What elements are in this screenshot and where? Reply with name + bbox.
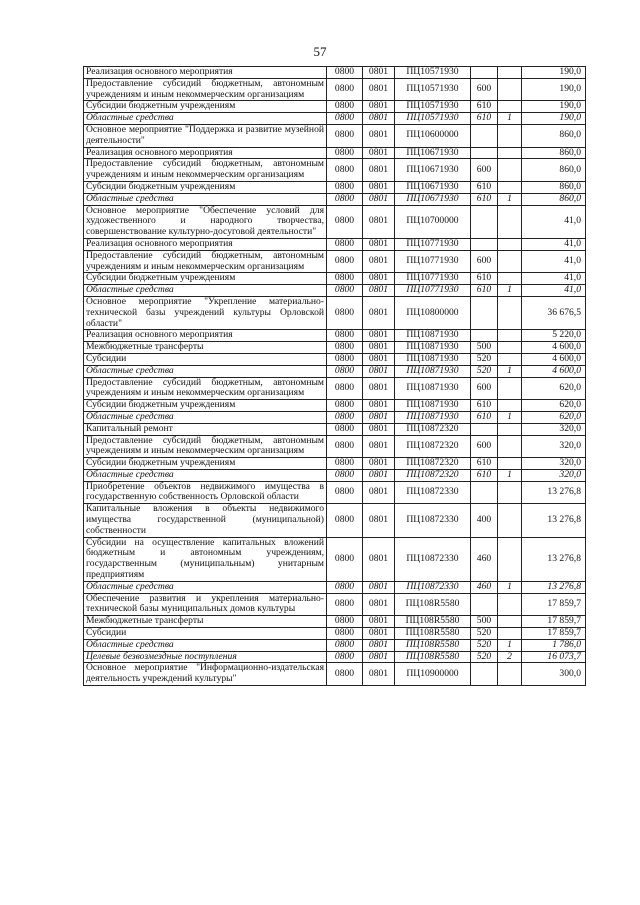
row-source-code xyxy=(498,616,522,628)
row-source-code xyxy=(498,663,522,686)
row-expense-type: 610 xyxy=(471,285,498,297)
row-target-article: ПЦ10600000 xyxy=(395,124,471,147)
row-section-code: 0800 xyxy=(327,101,363,113)
row-name: Межбюджетные трансферты xyxy=(84,342,327,354)
row-name: Капитальные вложения в объекты недвижимого имущества государственной (муниципальной) собственности xyxy=(84,504,327,537)
row-source-code xyxy=(498,593,522,616)
row-name: Основное мероприятие "Информационно-издательская деятельность учреждений культуры" xyxy=(84,663,327,686)
row-name: Предоставление субсидий бюджетным, автономным учреждениям и иным некоммерческим организациям xyxy=(84,78,327,101)
table-row xyxy=(84,124,586,147)
table-row xyxy=(84,342,586,354)
row-name: Областные средства xyxy=(84,581,327,593)
table-row xyxy=(84,411,586,423)
row-subsection-code: 0801 xyxy=(363,411,395,423)
row-source-code xyxy=(498,330,522,342)
row-name: Реализация основного мероприятия xyxy=(84,330,327,342)
row-source-code xyxy=(498,423,522,435)
row-subsection-code: 0801 xyxy=(363,67,395,79)
row-target-article: ПЦ10771930 xyxy=(395,285,471,297)
table-row xyxy=(84,593,586,616)
row-target-article: ПЦ10871930 xyxy=(395,330,471,342)
row-expense-type: 600 xyxy=(471,78,498,101)
row-name: Областные средства xyxy=(84,113,327,125)
row-target-article: ПЦ10671930 xyxy=(395,147,471,159)
row-source-code xyxy=(498,296,522,329)
row-section-code: 0800 xyxy=(327,435,363,458)
row-expense-type: 610 xyxy=(471,400,498,412)
row-name: Основное мероприятие "Поддержка и развитие музейной деятельности" xyxy=(84,124,327,147)
row-expense-type: 500 xyxy=(471,342,498,354)
row-subsection-code: 0801 xyxy=(363,159,395,182)
table-row xyxy=(84,296,586,329)
row-amount: 16 073,7 xyxy=(522,651,586,663)
row-expense-type: 610 xyxy=(471,101,498,113)
row-source-code: 1 xyxy=(498,581,522,593)
row-name: Областные средства xyxy=(84,193,327,205)
row-subsection-code: 0801 xyxy=(363,78,395,101)
table-row xyxy=(84,181,586,193)
row-target-article: ПЦ10872330 xyxy=(395,537,471,581)
row-section-code: 0800 xyxy=(327,377,363,400)
row-subsection-code: 0801 xyxy=(363,296,395,329)
table-row xyxy=(84,628,586,640)
row-expense-type xyxy=(471,481,498,504)
row-target-article: ПЦ10700000 xyxy=(395,205,471,238)
row-section-code: 0800 xyxy=(327,147,363,159)
table-row xyxy=(84,159,586,182)
table-row xyxy=(84,67,586,79)
row-subsection-code: 0801 xyxy=(363,365,395,377)
row-expense-type xyxy=(471,147,498,159)
table-row xyxy=(84,435,586,458)
row-amount: 13 276,8 xyxy=(522,481,586,504)
row-amount: 17 859,7 xyxy=(522,593,586,616)
row-name: Предоставление субсидий бюджетным, автономным учреждениям и иным некоммерческим организациям xyxy=(84,435,327,458)
row-name: Субсидии бюджетным учреждениям xyxy=(84,101,327,113)
row-expense-type: 600 xyxy=(471,159,498,182)
row-subsection-code: 0801 xyxy=(363,205,395,238)
row-amount: 5 220,0 xyxy=(522,330,586,342)
table-row xyxy=(84,238,586,250)
row-target-article: ПЦ10771930 xyxy=(395,250,471,273)
row-name: Реализация основного мероприятия xyxy=(84,238,327,250)
row-section-code: 0800 xyxy=(327,469,363,481)
table-row xyxy=(84,504,586,537)
table-row xyxy=(84,78,586,101)
row-subsection-code: 0801 xyxy=(363,342,395,354)
row-source-code xyxy=(498,238,522,250)
row-target-article: ПЦ108R5580 xyxy=(395,593,471,616)
row-amount: 13 276,8 xyxy=(522,581,586,593)
row-section-code: 0800 xyxy=(327,78,363,101)
row-amount: 190,0 xyxy=(522,78,586,101)
row-section-code: 0800 xyxy=(327,250,363,273)
table-row xyxy=(84,616,586,628)
row-amount: 13 276,8 xyxy=(522,504,586,537)
row-source-code xyxy=(498,458,522,470)
row-name: Предоставление субсидий бюджетным, автономным учреждениям и иным некоммерческим организациям xyxy=(84,377,327,400)
row-expense-type xyxy=(471,296,498,329)
row-expense-type: 460 xyxy=(471,581,498,593)
row-section-code: 0800 xyxy=(327,113,363,125)
row-source-code xyxy=(498,481,522,504)
table-row xyxy=(84,353,586,365)
table-row xyxy=(84,193,586,205)
row-target-article: ПЦ10871930 xyxy=(395,365,471,377)
row-section-code: 0800 xyxy=(327,181,363,193)
row-name: Областные средства xyxy=(84,411,327,423)
row-amount: 320,0 xyxy=(522,469,586,481)
row-source-code xyxy=(498,537,522,581)
row-subsection-code: 0801 xyxy=(363,593,395,616)
row-name: Областные средства xyxy=(84,639,327,651)
row-target-article: ПЦ10872330 xyxy=(395,481,471,504)
row-name: Реализация основного мероприятия xyxy=(84,67,327,79)
row-amount: 4 600,0 xyxy=(522,342,586,354)
row-target-article: ПЦ10771930 xyxy=(395,238,471,250)
row-section-code: 0800 xyxy=(327,285,363,297)
row-subsection-code: 0801 xyxy=(363,193,395,205)
row-source-code: 1 xyxy=(498,285,522,297)
row-source-code: 1 xyxy=(498,365,522,377)
table-row xyxy=(84,147,586,159)
row-section-code: 0800 xyxy=(327,581,363,593)
row-section-code: 0800 xyxy=(327,342,363,354)
row-name: Субсидии бюджетным учреждениям xyxy=(84,273,327,285)
row-name: Субсидии на осуществление капитальных вложений бюджетным и автономным учреждениям, государственным (муниципальным) унитарным предприятиям xyxy=(84,537,327,581)
row-name: Областные средства xyxy=(84,285,327,297)
row-source-code xyxy=(498,273,522,285)
row-subsection-code: 0801 xyxy=(363,124,395,147)
row-amount: 860,0 xyxy=(522,124,586,147)
row-target-article: ПЦ108R5580 xyxy=(395,616,471,628)
row-expense-type: 520 xyxy=(471,365,498,377)
row-amount: 190,0 xyxy=(522,67,586,79)
row-source-code xyxy=(498,628,522,640)
row-expense-type: 600 xyxy=(471,435,498,458)
row-expense-type: 610 xyxy=(471,411,498,423)
row-expense-type: 610 xyxy=(471,273,498,285)
row-subsection-code: 0801 xyxy=(363,435,395,458)
row-name: Реализация основного мероприятия xyxy=(84,147,327,159)
table-row xyxy=(84,537,586,581)
budget-table-body xyxy=(84,67,586,686)
row-source-code xyxy=(498,377,522,400)
row-section-code: 0800 xyxy=(327,273,363,285)
row-amount: 36 676,5 xyxy=(522,296,586,329)
row-source-code xyxy=(498,101,522,113)
row-subsection-code: 0801 xyxy=(363,423,395,435)
row-expense-type: 610 xyxy=(471,113,498,125)
row-target-article: ПЦ108R5580 xyxy=(395,651,471,663)
row-amount: 320,0 xyxy=(522,435,586,458)
row-amount: 41,0 xyxy=(522,285,586,297)
row-section-code: 0800 xyxy=(327,330,363,342)
row-subsection-code: 0801 xyxy=(363,663,395,686)
row-source-code xyxy=(498,342,522,354)
row-subsection-code: 0801 xyxy=(363,113,395,125)
page-number: 57 xyxy=(313,44,327,59)
row-target-article: ПЦ10571930 xyxy=(395,78,471,101)
table-row xyxy=(84,101,586,113)
row-name: Субсидии бюджетным учреждениям xyxy=(84,181,327,193)
row-section-code: 0800 xyxy=(327,481,363,504)
row-section-code: 0800 xyxy=(327,651,363,663)
row-subsection-code: 0801 xyxy=(363,628,395,640)
row-source-code xyxy=(498,353,522,365)
row-subsection-code: 0801 xyxy=(363,377,395,400)
row-amount: 17 859,7 xyxy=(522,628,586,640)
row-section-code: 0800 xyxy=(327,593,363,616)
row-subsection-code: 0801 xyxy=(363,469,395,481)
row-expense-type xyxy=(471,205,498,238)
table-row xyxy=(84,377,586,400)
row-name: Областные средства xyxy=(84,469,327,481)
row-name: Предоставление субсидий бюджетным, автономным учреждениям и иным некоммерческим организациям xyxy=(84,159,327,182)
table-row xyxy=(84,400,586,412)
row-name: Межбюджетные трансферты xyxy=(84,616,327,628)
row-subsection-code: 0801 xyxy=(363,250,395,273)
budget-table xyxy=(83,66,586,686)
row-source-code xyxy=(498,504,522,537)
row-subsection-code: 0801 xyxy=(363,481,395,504)
row-target-article: ПЦ10800000 xyxy=(395,296,471,329)
row-target-article: ПЦ108R5580 xyxy=(395,639,471,651)
row-expense-type: 610 xyxy=(471,458,498,470)
row-name: Основное мероприятие "Укрепление материально-технической базы учреждений культуры Орловской области" xyxy=(84,296,327,329)
row-subsection-code: 0801 xyxy=(363,616,395,628)
row-section-code: 0800 xyxy=(327,365,363,377)
row-section-code: 0800 xyxy=(327,238,363,250)
row-target-article: ПЦ10671930 xyxy=(395,159,471,182)
row-target-article: ПЦ10871930 xyxy=(395,353,471,365)
row-expense-type xyxy=(471,67,498,79)
row-target-article: ПЦ10872320 xyxy=(395,435,471,458)
row-target-article: ПЦ10671930 xyxy=(395,181,471,193)
row-section-code: 0800 xyxy=(327,124,363,147)
table-row xyxy=(84,651,586,663)
row-expense-type: 610 xyxy=(471,193,498,205)
row-target-article: ПЦ10900000 xyxy=(395,663,471,686)
row-source-code: 1 xyxy=(498,113,522,125)
row-section-code: 0800 xyxy=(327,353,363,365)
row-expense-type xyxy=(471,663,498,686)
row-section-code: 0800 xyxy=(327,616,363,628)
row-amount: 860,0 xyxy=(522,159,586,182)
row-source-code xyxy=(498,250,522,273)
row-target-article: ПЦ10571930 xyxy=(395,101,471,113)
row-name: Субсидии xyxy=(84,353,327,365)
row-subsection-code: 0801 xyxy=(363,238,395,250)
row-expense-type: 460 xyxy=(471,537,498,581)
row-source-code xyxy=(498,435,522,458)
row-source-code xyxy=(498,67,522,79)
table-row xyxy=(84,250,586,273)
table-row xyxy=(84,330,586,342)
row-subsection-code: 0801 xyxy=(363,147,395,159)
row-name: Обеспечение развития и укрепления материально-технической базы муниципальных домов культуры xyxy=(84,593,327,616)
row-name: Предоставление субсидий бюджетным, автономным учреждениям и иным некоммерческим организациям xyxy=(84,250,327,273)
row-source-code: 1 xyxy=(498,193,522,205)
row-target-article: ПЦ10571930 xyxy=(395,113,471,125)
row-amount: 4 600,0 xyxy=(522,365,586,377)
row-subsection-code: 0801 xyxy=(363,181,395,193)
row-target-article: ПЦ10872320 xyxy=(395,423,471,435)
row-section-code: 0800 xyxy=(327,458,363,470)
row-expense-type: 500 xyxy=(471,616,498,628)
row-subsection-code: 0801 xyxy=(363,537,395,581)
row-subsection-code: 0801 xyxy=(363,273,395,285)
table-row xyxy=(84,481,586,504)
row-amount: 620,0 xyxy=(522,400,586,412)
row-amount: 320,0 xyxy=(522,458,586,470)
row-section-code: 0800 xyxy=(327,639,363,651)
row-section-code: 0800 xyxy=(327,205,363,238)
row-section-code: 0800 xyxy=(327,296,363,329)
row-subsection-code: 0801 xyxy=(363,458,395,470)
row-expense-type xyxy=(471,330,498,342)
table-row xyxy=(84,458,586,470)
row-name: Целевые безвозмездные поступления xyxy=(84,651,327,663)
row-subsection-code: 0801 xyxy=(363,400,395,412)
row-name: Субсидии бюджетным учреждениям xyxy=(84,400,327,412)
row-target-article: ПЦ10871930 xyxy=(395,400,471,412)
row-expense-type: 520 xyxy=(471,628,498,640)
row-target-article: ПЦ10771930 xyxy=(395,273,471,285)
table-row xyxy=(84,285,586,297)
table-row xyxy=(84,581,586,593)
table-row xyxy=(84,639,586,651)
row-target-article: ПЦ10872320 xyxy=(395,458,471,470)
row-expense-type: 600 xyxy=(471,250,498,273)
row-amount: 41,0 xyxy=(522,250,586,273)
row-name: Приобретение объектов недвижимого имущества в государственную собственность Орловской области xyxy=(84,481,327,504)
row-amount: 620,0 xyxy=(522,377,586,400)
row-subsection-code: 0801 xyxy=(363,101,395,113)
row-source-code: 1 xyxy=(498,469,522,481)
row-expense-type: 520 xyxy=(471,353,498,365)
row-amount: 41,0 xyxy=(522,238,586,250)
row-target-article: ПЦ108R5580 xyxy=(395,628,471,640)
row-target-article: ПЦ10872330 xyxy=(395,504,471,537)
row-section-code: 0800 xyxy=(327,663,363,686)
table-row xyxy=(84,365,586,377)
row-name: Областные средства xyxy=(84,365,327,377)
row-amount: 620,0 xyxy=(522,411,586,423)
row-source-code xyxy=(498,159,522,182)
table-row xyxy=(84,205,586,238)
table-row xyxy=(84,663,586,686)
row-subsection-code: 0801 xyxy=(363,353,395,365)
row-amount: 860,0 xyxy=(522,181,586,193)
row-expense-type: 520 xyxy=(471,651,498,663)
row-amount: 41,0 xyxy=(522,273,586,285)
row-subsection-code: 0801 xyxy=(363,581,395,593)
row-section-code: 0800 xyxy=(327,159,363,182)
row-target-article: ПЦ10871930 xyxy=(395,411,471,423)
row-amount: 41,0 xyxy=(522,205,586,238)
row-section-code: 0800 xyxy=(327,193,363,205)
row-expense-type: 600 xyxy=(471,377,498,400)
row-amount: 320,0 xyxy=(522,423,586,435)
row-source-code: 1 xyxy=(498,411,522,423)
table-row xyxy=(84,113,586,125)
row-source-code: 2 xyxy=(498,651,522,663)
row-source-code xyxy=(498,181,522,193)
row-amount: 4 600,0 xyxy=(522,353,586,365)
row-section-code: 0800 xyxy=(327,504,363,537)
row-section-code: 0800 xyxy=(327,400,363,412)
row-name: Субсидии бюджетным учреждениям xyxy=(84,458,327,470)
row-amount: 860,0 xyxy=(522,193,586,205)
row-amount: 300,0 xyxy=(522,663,586,686)
row-target-article: ПЦ10571930 xyxy=(395,67,471,79)
row-name: Капитальный ремонт xyxy=(84,423,327,435)
row-subsection-code: 0801 xyxy=(363,330,395,342)
row-expense-type: 520 xyxy=(471,639,498,651)
row-amount: 860,0 xyxy=(522,147,586,159)
row-source-code: 1 xyxy=(498,639,522,651)
row-expense-type: 610 xyxy=(471,469,498,481)
table-row xyxy=(84,469,586,481)
table-row xyxy=(84,423,586,435)
row-amount: 13 276,8 xyxy=(522,537,586,581)
row-subsection-code: 0801 xyxy=(363,504,395,537)
row-expense-type xyxy=(471,593,498,616)
row-name: Основное мероприятие "Обеспечение условий для художественного и народного творчества, совершенствование культурно-досуговой деятельности" xyxy=(84,205,327,238)
row-target-article: ПЦ10871930 xyxy=(395,377,471,400)
row-expense-type xyxy=(471,238,498,250)
row-target-article: ПЦ10872330 xyxy=(395,581,471,593)
row-section-code: 0800 xyxy=(327,411,363,423)
row-section-code: 0800 xyxy=(327,628,363,640)
row-expense-type: 610 xyxy=(471,181,498,193)
table-row xyxy=(84,273,586,285)
row-expense-type xyxy=(471,124,498,147)
row-subsection-code: 0801 xyxy=(363,651,395,663)
row-name: Субсидии xyxy=(84,628,327,640)
row-target-article: ПЦ10671930 xyxy=(395,193,471,205)
row-subsection-code: 0801 xyxy=(363,285,395,297)
row-expense-type xyxy=(471,423,498,435)
row-section-code: 0800 xyxy=(327,537,363,581)
row-target-article: ПЦ10872320 xyxy=(395,469,471,481)
row-section-code: 0800 xyxy=(327,67,363,79)
row-source-code xyxy=(498,205,522,238)
row-section-code: 0800 xyxy=(327,423,363,435)
row-subsection-code: 0801 xyxy=(363,639,395,651)
row-target-article: ПЦ10871930 xyxy=(395,342,471,354)
row-amount: 1 786,0 xyxy=(522,639,586,651)
row-amount: 190,0 xyxy=(522,101,586,113)
row-source-code xyxy=(498,124,522,147)
row-amount: 17 859,7 xyxy=(522,616,586,628)
row-source-code xyxy=(498,400,522,412)
row-source-code xyxy=(498,147,522,159)
row-amount: 190,0 xyxy=(522,113,586,125)
row-expense-type: 400 xyxy=(471,504,498,537)
row-source-code xyxy=(498,78,522,101)
